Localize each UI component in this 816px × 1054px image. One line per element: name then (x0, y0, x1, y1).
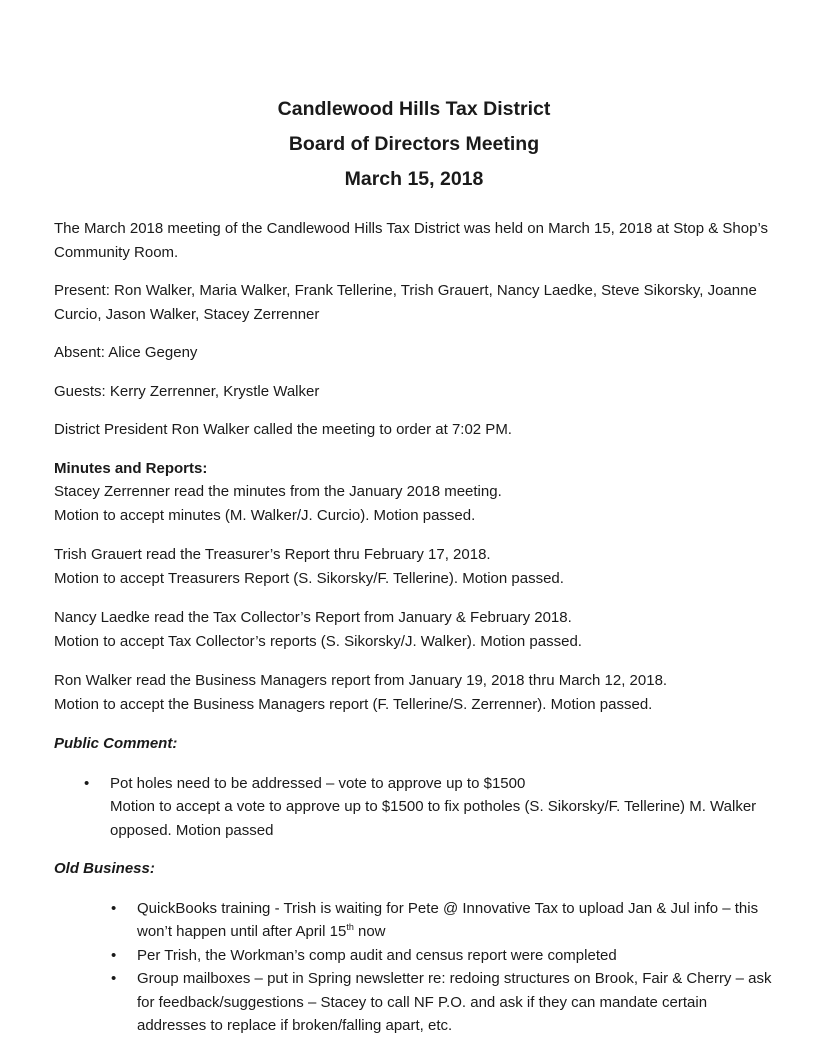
list-item (54, 967, 774, 1038)
public-comment-list (54, 772, 774, 843)
minutes-group-4 (54, 669, 774, 716)
minutes-group-2 (54, 543, 774, 590)
item-text: Per Trish, the Workman’s comp audit and census report were completed (137, 946, 617, 964)
present-paragraph: Present: Ron Walker, Maria Walker, Frank Tellerine, Trish Grauert, Nancy Laedke, Steve Sikorsky, Joanne Curcio, Jason Walker, Stacey Zerrenner (54, 282, 757, 323)
document-subtitle: Board of Directors Meeting (288, 133, 540, 155)
motion-line: Motion to accept minutes (M. Walker/J. Curcio). Motion passed. (54, 506, 476, 524)
minutes-heading: Minutes and Reports: (54, 459, 208, 477)
bullet-icon: • (111, 946, 117, 964)
public-comment-heading: Public Comment: (54, 735, 178, 752)
title-block (54, 92, 774, 197)
old-business-heading: Old Business: (54, 860, 155, 877)
report-line: Trish Grauert read the Treasurer’s Report thru February 17, 2018. (54, 546, 491, 563)
item-text-end: now (353, 923, 386, 940)
minutes-group-3 (54, 606, 774, 653)
report-line: Nancy Laedke read the Tax Collector’s Report from January & February 2018. (54, 609, 572, 626)
intro-paragraph: The March 2018 meeting of the Candlewood Hills Tax District was held on March 15, 2018 at Stop & Shop’s Community Room. (54, 220, 769, 261)
list-item (54, 897, 774, 944)
motion-line: Motion to accept the Business Managers report (F. Tellerine/S. Zerrenner). Motion passed. (54, 695, 653, 713)
document-title: Candlewood Hills Tax District (277, 98, 551, 120)
guests-paragraph: Guests: Kerry Zerrenner, Krystle Walker (54, 382, 320, 400)
report-line: Stacey Zerrenner read the minutes from the January 2018 meeting. (54, 483, 502, 500)
report-line: Ron Walker read the Business Managers report from January 19, 2018 thru March 12, 2018. (54, 672, 668, 689)
bullet-icon: • (111, 970, 117, 987)
motion-line: Motion to accept Treasurers Report (S. Sikorsky/F. Tellerine). Motion passed. (54, 569, 564, 587)
list-item (54, 944, 774, 968)
ordinal-suffix: th (346, 922, 354, 932)
absent-paragraph: Absent: Alice Gegeny (54, 344, 198, 361)
bullet-icon: • (84, 774, 90, 792)
meeting-date: March 15, 2018 (344, 168, 484, 190)
old-business-list (54, 897, 774, 1038)
comment-text: Pot holes need to be addressed – vote to approve up to $1500 (110, 774, 526, 792)
bullet-icon: • (111, 899, 117, 917)
document-page (54, 92, 774, 1053)
item-text: Group mailboxes – put in Spring newsletter re: redoing structures on Brook, Fair & Cherry – ask for feedback/suggestions – Stacey to call NF P.O. and ask if they can mandate certain addresses to replace if broken/falling apart, etc. (137, 970, 772, 1034)
motion-line: Motion to accept Tax Collector’s reports (S. Sikorsky/J. Walker). Motion passed. (54, 632, 582, 650)
list-item (54, 772, 774, 843)
comment-motion: Motion to accept a vote to approve up to $1500 to fix potholes (S. Sikorsky/F. Tellerine) M. Walker opposed. Motion passed (110, 798, 757, 839)
minutes-group-1 (54, 480, 774, 527)
call-to-order-paragraph: District President Ron Walker called the meeting to order at 7:02 PM. (54, 421, 512, 438)
item-text: QuickBooks training - Trish is waiting for Pete @ Innovative Tax to upload Jan & Jul info – this won’t happen until after April 15 (137, 899, 759, 940)
